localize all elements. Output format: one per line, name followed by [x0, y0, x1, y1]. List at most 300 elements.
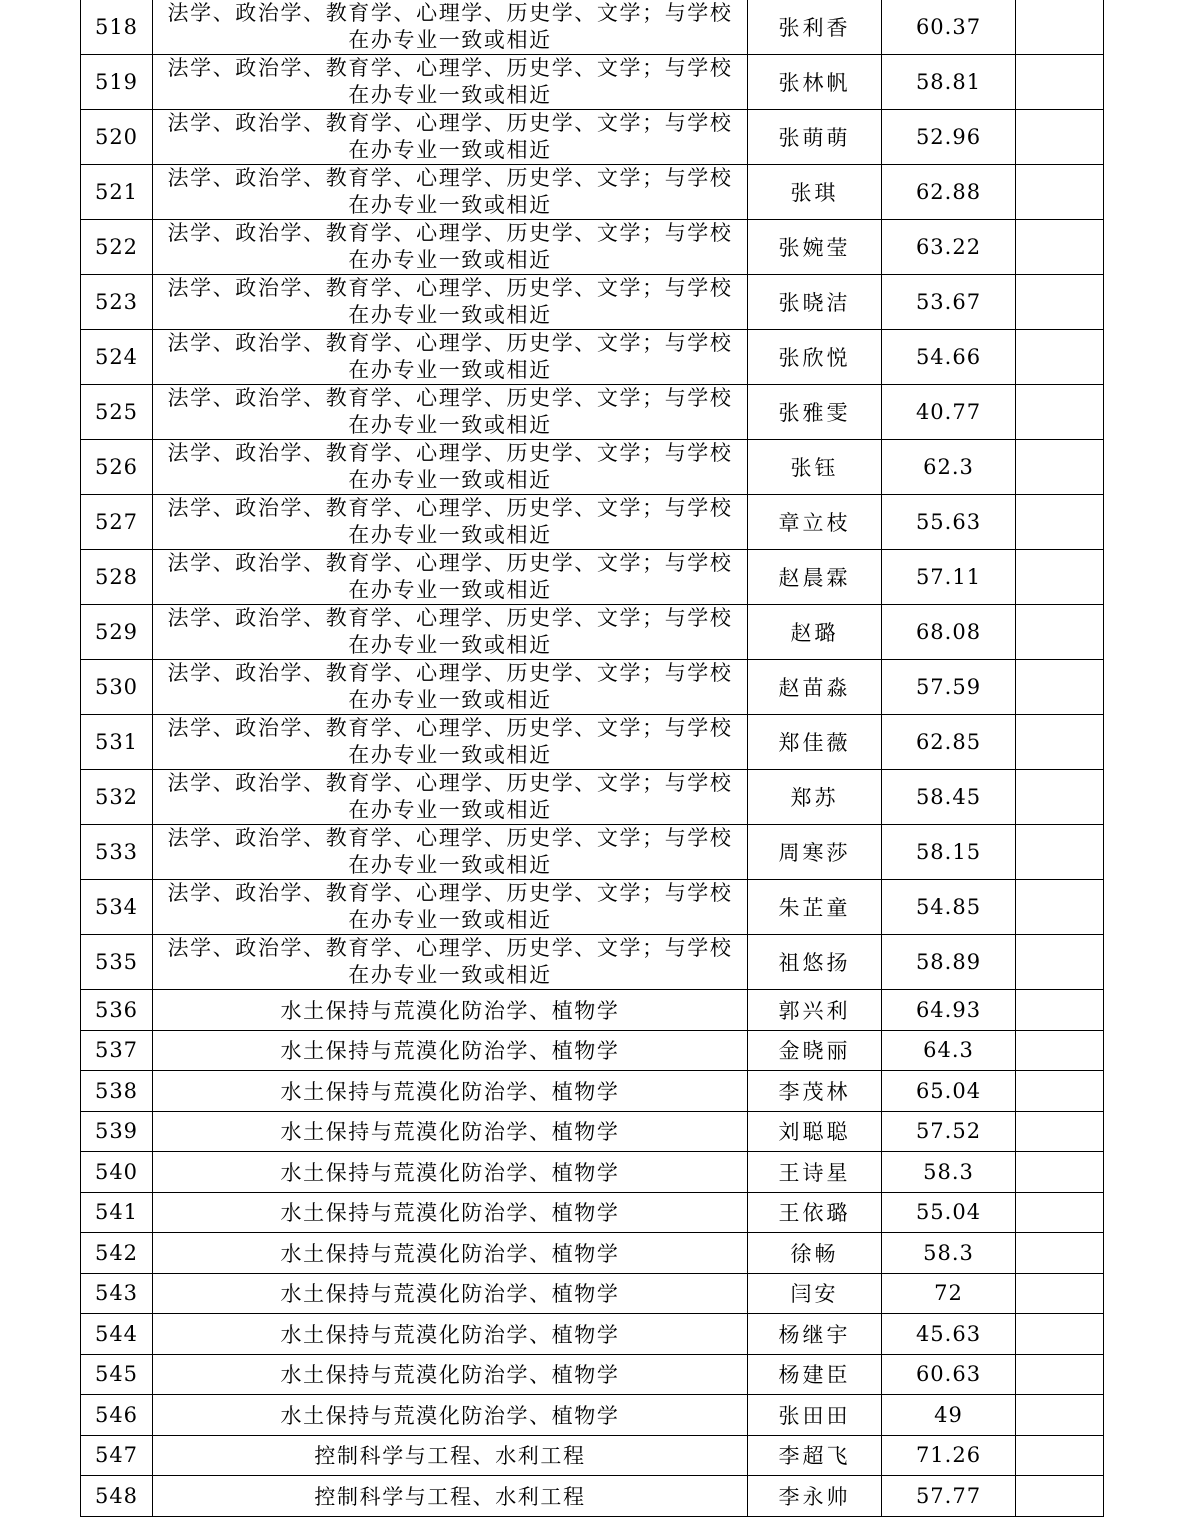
name-cell [748, 1152, 882, 1193]
candidate-score: 52.96 [915, 125, 982, 149]
candidate-name: 周寒莎 [778, 841, 851, 865]
row-number: 534 [94, 895, 139, 919]
score-cell [882, 1152, 1016, 1193]
row-number: 548 [94, 1483, 139, 1508]
candidate-name: 闫安 [790, 1282, 839, 1307]
note-cell [1016, 715, 1104, 770]
major-requirement: 水土保持与荒漠化防治学、植物学 [280, 1160, 620, 1185]
row-number-cell [81, 990, 153, 1031]
candidate-name: 金晓丽 [778, 1039, 851, 1064]
row-number: 536 [94, 997, 139, 1022]
row-number: 540 [94, 1159, 139, 1184]
major-requirement: 水土保持与荒漠化防治学、植物学 [280, 1403, 620, 1428]
table-row [81, 1030, 1104, 1071]
row-number-cell [81, 330, 153, 385]
candidate-score: 58.45 [915, 785, 982, 809]
major-cell [153, 990, 748, 1031]
candidate-score: 57.77 [915, 1483, 982, 1508]
candidate-name: 张萌萌 [778, 126, 851, 150]
major-requirement: 法学、政治学、教育学、心理学、历史学、文学；与学校在办专业一致或相近 [167, 826, 733, 877]
note-cell [1016, 330, 1104, 385]
table-row [81, 440, 1104, 495]
table-row [81, 1476, 1104, 1517]
score-cell [882, 1395, 1016, 1436]
major-cell [153, 1435, 748, 1476]
table-row [81, 1273, 1104, 1314]
table-row [81, 1233, 1104, 1274]
table-body [81, 0, 1104, 1516]
candidate-score: 58.81 [915, 70, 982, 94]
name-cell [748, 275, 882, 330]
note-cell [1016, 1030, 1104, 1071]
candidate-score: 49 [934, 1402, 963, 1427]
row-number: 526 [94, 455, 139, 479]
row-number: 518 [94, 15, 139, 39]
row-number: 528 [94, 565, 139, 589]
name-cell [748, 1233, 882, 1274]
score-cell [882, 770, 1016, 825]
score-cell [882, 1354, 1016, 1395]
candidate-score: 54.66 [915, 345, 982, 369]
table-row [81, 1395, 1104, 1436]
score-cell [882, 1111, 1016, 1152]
name-cell [748, 55, 882, 110]
major-requirement: 法学、政治学、教育学、心理学、历史学、文学；与学校在办专业一致或相近 [167, 496, 733, 547]
score-cell [882, 1435, 1016, 1476]
name-cell [748, 110, 882, 165]
major-requirement: 水土保持与荒漠化防治学、植物学 [280, 1322, 620, 1347]
major-cell [153, 1314, 748, 1355]
row-number-cell [81, 440, 153, 495]
candidate-name: 张田田 [778, 1403, 851, 1428]
row-number-cell [81, 110, 153, 165]
row-number: 524 [94, 345, 139, 369]
table-row [81, 605, 1104, 660]
major-requirement: 法学、政治学、教育学、心理学、历史学、文学；与学校在办专业一致或相近 [167, 386, 733, 437]
row-number-cell [81, 0, 153, 55]
candidate-score: 40.77 [915, 400, 982, 424]
score-cell [882, 1030, 1016, 1071]
major-cell [153, 660, 748, 715]
score-cell [882, 0, 1016, 55]
name-cell [748, 825, 882, 880]
row-number-cell [81, 1071, 153, 1112]
row-number: 546 [94, 1402, 139, 1427]
major-cell [153, 0, 748, 55]
score-cell [882, 55, 1016, 110]
major-cell [153, 275, 748, 330]
table-row [81, 880, 1104, 935]
row-number: 527 [94, 510, 139, 534]
table-row [81, 1354, 1104, 1395]
major-requirement: 法学、政治学、教育学、心理学、历史学、文学；与学校在办专业一致或相近 [167, 441, 733, 492]
candidate-score: 72 [934, 1281, 963, 1306]
candidate-name: 王诗星 [778, 1160, 851, 1185]
candidate-name: 赵璐 [790, 621, 839, 645]
name-cell [748, 1071, 882, 1112]
name-cell [748, 0, 882, 55]
row-number-cell [81, 715, 153, 770]
major-cell [153, 1192, 748, 1233]
candidate-name: 张林帆 [778, 71, 851, 95]
table-row [81, 1111, 1104, 1152]
name-cell [748, 715, 882, 770]
major-cell [153, 1354, 748, 1395]
major-cell [153, 165, 748, 220]
row-number-cell [81, 1152, 153, 1193]
table-row [81, 275, 1104, 330]
score-cell [882, 715, 1016, 770]
name-cell [748, 165, 882, 220]
name-cell [748, 1030, 882, 1071]
name-cell [748, 1354, 882, 1395]
score-cell [882, 1192, 1016, 1233]
table-row [81, 385, 1104, 440]
major-requirement: 水土保持与荒漠化防治学、植物学 [280, 1201, 620, 1226]
candidate-name: 李超飞 [778, 1444, 851, 1469]
candidate-name: 张琪 [790, 181, 839, 205]
candidate-name: 张婉莹 [778, 236, 851, 260]
name-cell [748, 935, 882, 990]
score-cell [882, 110, 1016, 165]
candidate-name: 杨继宇 [778, 1322, 851, 1347]
name-cell [748, 660, 882, 715]
major-requirement: 法学、政治学、教育学、心理学、历史学、文学；与学校在办专业一致或相近 [167, 661, 733, 712]
candidate-score: 45.63 [915, 1321, 982, 1346]
candidate-name: 章立枝 [778, 511, 851, 535]
major-requirement: 法学、政治学、教育学、心理学、历史学、文学；与学校在办专业一致或相近 [167, 111, 733, 162]
score-cell [882, 935, 1016, 990]
row-number: 525 [94, 400, 139, 424]
score-cell [882, 550, 1016, 605]
candidate-score: 60.37 [915, 15, 982, 39]
candidate-name: 郑佳薇 [778, 731, 851, 755]
major-requirement: 控制科学与工程、水利工程 [314, 1444, 586, 1469]
name-cell [748, 990, 882, 1031]
row-number: 523 [94, 290, 139, 314]
major-requirement: 法学、政治学、教育学、心理学、历史学、文学；与学校在办专业一致或相近 [167, 551, 733, 602]
score-cell [882, 825, 1016, 880]
candidate-name: 徐畅 [790, 1241, 839, 1266]
major-requirement: 法学、政治学、教育学、心理学、历史学、文学；与学校在办专业一致或相近 [167, 56, 733, 107]
major-cell [153, 1071, 748, 1112]
candidate-score: 55.63 [915, 510, 982, 534]
table-row [81, 1192, 1104, 1233]
score-cell [882, 495, 1016, 550]
candidate-score: 63.22 [915, 235, 982, 259]
major-requirement: 法学、政治学、教育学、心理学、历史学、文学；与学校在办专业一致或相近 [167, 1, 733, 52]
row-number-cell [81, 220, 153, 275]
candidate-score: 57.52 [915, 1119, 982, 1144]
major-cell [153, 495, 748, 550]
row-number-cell [81, 1233, 153, 1274]
row-number-cell [81, 1192, 153, 1233]
row-number-cell [81, 275, 153, 330]
candidate-score: 62.85 [915, 730, 982, 754]
note-cell [1016, 1435, 1104, 1476]
major-cell [153, 1395, 748, 1436]
row-number-cell [81, 1111, 153, 1152]
major-cell [153, 825, 748, 880]
major-cell [153, 1030, 748, 1071]
table-row [81, 1435, 1104, 1476]
candidate-name: 李茂林 [778, 1079, 851, 1104]
candidate-name: 张利香 [778, 16, 851, 40]
candidate-score: 68.08 [915, 620, 982, 644]
name-cell [748, 1314, 882, 1355]
name-cell [748, 330, 882, 385]
note-cell [1016, 220, 1104, 275]
major-cell [153, 440, 748, 495]
row-number-cell [81, 550, 153, 605]
major-requirement: 水土保持与荒漠化防治学、植物学 [280, 1282, 620, 1307]
major-requirement: 水土保持与荒漠化防治学、植物学 [280, 1120, 620, 1145]
row-number-cell [81, 880, 153, 935]
row-number: 533 [94, 840, 139, 864]
table-row [81, 1314, 1104, 1355]
note-cell [1016, 0, 1104, 55]
major-requirement: 控制科学与工程、水利工程 [314, 1484, 586, 1509]
name-cell [748, 1476, 882, 1517]
name-cell [748, 1395, 882, 1436]
score-cell [882, 1273, 1016, 1314]
name-cell [748, 220, 882, 275]
score-cell [882, 1314, 1016, 1355]
score-cell [882, 660, 1016, 715]
row-number: 531 [94, 730, 139, 754]
name-cell [748, 880, 882, 935]
score-cell [882, 990, 1016, 1031]
name-cell [748, 495, 882, 550]
score-cell [882, 275, 1016, 330]
row-number: 541 [94, 1200, 139, 1225]
candidate-name: 杨建臣 [778, 1363, 851, 1388]
candidate-score: 57.59 [915, 675, 982, 699]
candidate-name: 张钰 [790, 456, 839, 480]
candidate-score: 58.15 [915, 840, 982, 864]
score-cell [882, 1233, 1016, 1274]
major-cell [153, 1152, 748, 1193]
row-number: 539 [94, 1119, 139, 1144]
table-row [81, 330, 1104, 385]
note-cell [1016, 275, 1104, 330]
major-cell [153, 385, 748, 440]
row-number-cell [81, 770, 153, 825]
major-cell [153, 220, 748, 275]
row-number-cell [81, 1030, 153, 1071]
major-cell [153, 770, 748, 825]
score-cell [882, 1071, 1016, 1112]
row-number-cell [81, 1273, 153, 1314]
note-cell [1016, 990, 1104, 1031]
row-number: 537 [94, 1038, 139, 1063]
name-cell [748, 605, 882, 660]
table-row [81, 0, 1104, 55]
table-row [81, 55, 1104, 110]
major-cell [153, 55, 748, 110]
note-cell [1016, 825, 1104, 880]
row-number-cell [81, 165, 153, 220]
row-number: 530 [94, 675, 139, 699]
candidate-name: 刘聪聪 [778, 1120, 851, 1145]
candidate-score: 55.04 [915, 1200, 982, 1225]
major-requirement: 法学、政治学、教育学、心理学、历史学、文学；与学校在办专业一致或相近 [167, 221, 733, 272]
row-number-cell [81, 55, 153, 110]
score-cell [882, 880, 1016, 935]
table-row [81, 825, 1104, 880]
candidate-score: 58.3 [923, 1240, 974, 1265]
row-number-cell [81, 660, 153, 715]
major-cell [153, 715, 748, 770]
note-cell [1016, 1476, 1104, 1517]
name-cell [748, 440, 882, 495]
row-number-cell [81, 1354, 153, 1395]
candidate-score: 71.26 [915, 1443, 982, 1468]
score-cell [882, 440, 1016, 495]
row-number: 545 [94, 1362, 139, 1387]
table-row [81, 715, 1104, 770]
table-row [81, 165, 1104, 220]
note-cell [1016, 550, 1104, 605]
major-cell [153, 1111, 748, 1152]
major-requirement: 法学、政治学、教育学、心理学、历史学、文学；与学校在办专业一致或相近 [167, 881, 733, 932]
major-cell [153, 880, 748, 935]
note-cell [1016, 1314, 1104, 1355]
candidate-name: 朱芷童 [778, 896, 851, 920]
candidate-score: 60.63 [915, 1362, 982, 1387]
note-cell [1016, 770, 1104, 825]
note-cell [1016, 165, 1104, 220]
row-number-cell [81, 1314, 153, 1355]
table-row [81, 1152, 1104, 1193]
candidate-score: 57.11 [915, 565, 982, 589]
note-cell [1016, 1233, 1104, 1274]
row-number: 532 [94, 785, 139, 809]
row-number: 529 [94, 620, 139, 644]
row-number-cell [81, 495, 153, 550]
candidate-name: 王依璐 [778, 1201, 851, 1226]
candidate-name: 张晓洁 [778, 291, 851, 315]
major-cell [153, 550, 748, 605]
table-row [81, 990, 1104, 1031]
row-number: 519 [94, 70, 139, 94]
note-cell [1016, 495, 1104, 550]
major-requirement: 水土保持与荒漠化防治学、植物学 [280, 1363, 620, 1388]
row-number-cell [81, 605, 153, 660]
name-cell [748, 1192, 882, 1233]
note-cell [1016, 1152, 1104, 1193]
row-number: 543 [94, 1281, 139, 1306]
name-cell [748, 770, 882, 825]
name-cell [748, 1435, 882, 1476]
score-cell [882, 165, 1016, 220]
name-cell [748, 1111, 882, 1152]
table-row [81, 1071, 1104, 1112]
note-cell [1016, 1192, 1104, 1233]
major-cell [153, 1476, 748, 1517]
note-cell [1016, 1071, 1104, 1112]
candidate-score: 64.93 [915, 997, 982, 1022]
table-row [81, 660, 1104, 715]
major-requirement: 法学、政治学、教育学、心理学、历史学、文学；与学校在办专业一致或相近 [167, 166, 733, 217]
results-table [80, 0, 1104, 1517]
note-cell [1016, 110, 1104, 165]
row-number: 542 [94, 1240, 139, 1265]
note-cell [1016, 440, 1104, 495]
row-number-cell [81, 1435, 153, 1476]
note-cell [1016, 880, 1104, 935]
score-cell [882, 220, 1016, 275]
candidate-score: 62.3 [923, 455, 974, 479]
row-number: 521 [94, 180, 139, 204]
score-cell [882, 605, 1016, 660]
note-cell [1016, 1111, 1104, 1152]
candidate-name: 张欣悦 [778, 346, 851, 370]
candidate-score: 58.89 [915, 950, 982, 974]
major-requirement: 法学、政治学、教育学、心理学、历史学、文学；与学校在办专业一致或相近 [167, 331, 733, 382]
major-requirement: 法学、政治学、教育学、心理学、历史学、文学；与学校在办专业一致或相近 [167, 276, 733, 327]
candidate-score: 62.88 [915, 180, 982, 204]
candidate-name: 赵晨霖 [778, 566, 851, 590]
score-cell [882, 1476, 1016, 1517]
table-row [81, 935, 1104, 990]
row-number-cell [81, 385, 153, 440]
score-cell [882, 385, 1016, 440]
major-requirement: 法学、政治学、教育学、心理学、历史学、文学；与学校在办专业一致或相近 [167, 771, 733, 822]
major-requirement: 水土保持与荒漠化防治学、植物学 [280, 1079, 620, 1104]
note-cell [1016, 660, 1104, 715]
note-cell [1016, 1354, 1104, 1395]
candidate-name: 张雅雯 [778, 401, 851, 425]
major-cell [153, 605, 748, 660]
row-number: 535 [94, 950, 139, 974]
row-number: 520 [94, 125, 139, 149]
table-row [81, 495, 1104, 550]
row-number-cell [81, 935, 153, 990]
row-number: 547 [94, 1443, 139, 1468]
row-number: 538 [94, 1078, 139, 1103]
major-requirement: 法学、政治学、教育学、心理学、历史学、文学；与学校在办专业一致或相近 [167, 936, 733, 987]
candidate-name: 郭兴利 [778, 998, 851, 1023]
row-number: 522 [94, 235, 139, 259]
note-cell [1016, 935, 1104, 990]
row-number: 544 [94, 1321, 139, 1346]
note-cell [1016, 55, 1104, 110]
table-row [81, 550, 1104, 605]
note-cell [1016, 385, 1104, 440]
candidate-name: 祖悠扬 [778, 951, 851, 975]
table-row [81, 220, 1104, 275]
major-cell [153, 330, 748, 385]
candidate-score: 65.04 [915, 1078, 982, 1103]
candidate-score: 58.3 [923, 1159, 974, 1184]
major-cell [153, 1233, 748, 1274]
note-cell [1016, 605, 1104, 660]
candidate-score: 54.85 [915, 895, 982, 919]
major-cell [153, 935, 748, 990]
name-cell [748, 1273, 882, 1314]
table-row [81, 770, 1104, 825]
major-requirement: 水土保持与荒漠化防治学、植物学 [280, 1241, 620, 1266]
score-cell [882, 330, 1016, 385]
major-cell [153, 110, 748, 165]
candidate-name: 郑苏 [790, 786, 839, 810]
major-requirement: 法学、政治学、教育学、心理学、历史学、文学；与学校在办专业一致或相近 [167, 716, 733, 767]
major-cell [153, 1273, 748, 1314]
row-number-cell [81, 825, 153, 880]
major-requirement: 水土保持与荒漠化防治学、植物学 [280, 1039, 620, 1064]
note-cell [1016, 1273, 1104, 1314]
